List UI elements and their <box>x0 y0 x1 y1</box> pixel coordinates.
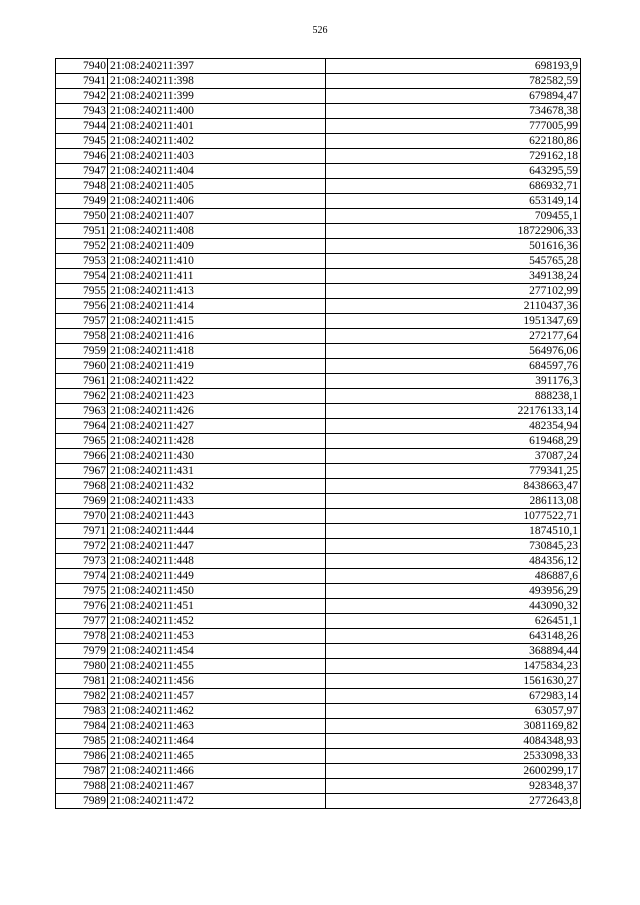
cadastral-code-cell: 21:08:240211:464 <box>108 734 326 749</box>
table-row <box>56 554 581 569</box>
row-number-cell: 7954 <box>56 269 108 284</box>
row-number-cell: 7956 <box>56 299 108 314</box>
table-row <box>56 494 581 509</box>
table-row <box>56 644 581 659</box>
row-number-cell: 7983 <box>56 704 108 719</box>
value-cell: 684597,76 <box>326 359 581 374</box>
value-cell: 22176133,14 <box>326 404 581 419</box>
table-row <box>56 764 581 779</box>
cadastral-code-cell: 21:08:240211:427 <box>108 419 326 434</box>
value-cell: 501616,36 <box>326 239 581 254</box>
row-number-cell: 7961 <box>56 374 108 389</box>
value-cell: 686932,71 <box>326 179 581 194</box>
row-number-cell: 7942 <box>56 89 108 104</box>
cadastral-code-cell: 21:08:240211:415 <box>108 314 326 329</box>
row-number-cell: 7951 <box>56 224 108 239</box>
value-cell: 484356,12 <box>326 554 581 569</box>
row-number-cell: 7982 <box>56 689 108 704</box>
value-cell: 619468,29 <box>326 434 581 449</box>
row-number-cell: 7963 <box>56 404 108 419</box>
value-cell: 8438663,47 <box>326 479 581 494</box>
value-cell: 643295,59 <box>326 164 581 179</box>
cadastral-code-cell: 21:08:240211:397 <box>108 59 326 74</box>
row-number-cell: 7979 <box>56 644 108 659</box>
cadastral-code-cell: 21:08:240211:463 <box>108 719 326 734</box>
value-cell: 443090,32 <box>326 599 581 614</box>
table-row <box>56 419 581 434</box>
value-cell: 349138,24 <box>326 269 581 284</box>
value-cell: 493956,29 <box>326 584 581 599</box>
cadastral-code-cell: 21:08:240211:418 <box>108 344 326 359</box>
table-row <box>56 539 581 554</box>
cadastral-code-cell: 21:08:240211:431 <box>108 464 326 479</box>
table-row <box>56 569 581 584</box>
cadastral-code-cell: 21:08:240211:416 <box>108 329 326 344</box>
row-number-cell: 7947 <box>56 164 108 179</box>
cadastral-code-cell: 21:08:240211:404 <box>108 164 326 179</box>
row-number-cell: 7981 <box>56 674 108 689</box>
value-cell: 888238,1 <box>326 389 581 404</box>
cadastral-code-cell: 21:08:240211:400 <box>108 104 326 119</box>
value-cell: 729162,18 <box>326 149 581 164</box>
cadastral-code-cell: 21:08:240211:453 <box>108 629 326 644</box>
table-row <box>56 614 581 629</box>
row-number-cell: 7972 <box>56 539 108 554</box>
table-row <box>56 149 581 164</box>
row-number-cell: 7941 <box>56 74 108 89</box>
cadastral-code-cell: 21:08:240211:409 <box>108 239 326 254</box>
value-cell: 277102,99 <box>326 284 581 299</box>
row-number-cell: 7949 <box>56 194 108 209</box>
row-number-cell: 7973 <box>56 554 108 569</box>
table-row <box>56 329 581 344</box>
registry-table-body <box>56 59 581 809</box>
cadastral-code-cell: 21:08:240211:430 <box>108 449 326 464</box>
row-number-cell: 7965 <box>56 434 108 449</box>
table-row <box>56 779 581 794</box>
value-cell: 272177,64 <box>326 329 581 344</box>
table-row <box>56 239 581 254</box>
cadastral-code-cell: 21:08:240211:398 <box>108 74 326 89</box>
row-number-cell: 7960 <box>56 359 108 374</box>
value-cell: 679894,47 <box>326 89 581 104</box>
value-cell: 3081169,82 <box>326 719 581 734</box>
value-cell: 698193,9 <box>326 59 581 74</box>
table-row <box>56 284 581 299</box>
table-row <box>56 254 581 269</box>
table-row <box>56 104 581 119</box>
cadastral-code-cell: 21:08:240211:452 <box>108 614 326 629</box>
value-cell: 1561630,27 <box>326 674 581 689</box>
cadastral-code-cell: 21:08:240211:448 <box>108 554 326 569</box>
table-row <box>56 404 581 419</box>
cadastral-code-cell: 21:08:240211:472 <box>108 794 326 809</box>
value-cell: 622180,86 <box>326 134 581 149</box>
table-row <box>56 584 581 599</box>
table-row <box>56 629 581 644</box>
table-row <box>56 674 581 689</box>
cadastral-code-cell: 21:08:240211:447 <box>108 539 326 554</box>
value-cell: 2600299,17 <box>326 764 581 779</box>
page-number: 526 <box>312 25 328 36</box>
row-number-cell: 7958 <box>56 329 108 344</box>
row-number-cell: 7953 <box>56 254 108 269</box>
table-row <box>56 704 581 719</box>
value-cell: 626451,1 <box>326 614 581 629</box>
cadastral-code-cell: 21:08:240211:462 <box>108 704 326 719</box>
cadastral-code-cell: 21:08:240211:402 <box>108 134 326 149</box>
row-number-cell: 7950 <box>56 209 108 224</box>
value-cell: 1951347,69 <box>326 314 581 329</box>
cadastral-code-cell: 21:08:240211:450 <box>108 584 326 599</box>
value-cell: 672983,14 <box>326 689 581 704</box>
cadastral-code-cell: 21:08:240211:455 <box>108 659 326 674</box>
value-cell: 486887,6 <box>326 569 581 584</box>
cadastral-code-cell: 21:08:240211:419 <box>108 359 326 374</box>
table-row <box>56 179 581 194</box>
value-cell: 564976,06 <box>326 344 581 359</box>
row-number-cell: 7969 <box>56 494 108 509</box>
value-cell: 18722906,33 <box>326 224 581 239</box>
table-row <box>56 209 581 224</box>
row-number-cell: 7977 <box>56 614 108 629</box>
row-number-cell: 7989 <box>56 794 108 809</box>
table-row <box>56 59 581 74</box>
row-number-cell: 7940 <box>56 59 108 74</box>
row-number-cell: 7976 <box>56 599 108 614</box>
row-number-cell: 7948 <box>56 179 108 194</box>
cadastral-code-cell: 21:08:240211:456 <box>108 674 326 689</box>
cadastral-code-cell: 21:08:240211:401 <box>108 119 326 134</box>
row-number-cell: 7987 <box>56 764 108 779</box>
table-row <box>56 599 581 614</box>
value-cell: 734678,38 <box>326 104 581 119</box>
value-cell: 37087,24 <box>326 449 581 464</box>
value-cell: 653149,14 <box>326 194 581 209</box>
cadastral-code-cell: 21:08:240211:411 <box>108 269 326 284</box>
row-number-cell: 7978 <box>56 629 108 644</box>
cadastral-code-cell: 21:08:240211:423 <box>108 389 326 404</box>
value-cell: 482354,94 <box>326 419 581 434</box>
table-row <box>56 134 581 149</box>
cadastral-code-cell: 21:08:240211:414 <box>108 299 326 314</box>
row-number-cell: 7971 <box>56 524 108 539</box>
table-row <box>56 509 581 524</box>
value-cell: 709455,1 <box>326 209 581 224</box>
cadastral-code-cell: 21:08:240211:413 <box>108 284 326 299</box>
value-cell: 63057,97 <box>326 704 581 719</box>
table-row <box>56 299 581 314</box>
row-number-cell: 7952 <box>56 239 108 254</box>
table-row <box>56 224 581 239</box>
table-row <box>56 464 581 479</box>
row-number-cell: 7980 <box>56 659 108 674</box>
cadastral-code-cell: 21:08:240211:466 <box>108 764 326 779</box>
cadastral-code-cell: 21:08:240211:403 <box>108 149 326 164</box>
cadastral-code-cell: 21:08:240211:457 <box>108 689 326 704</box>
row-number-cell: 7968 <box>56 479 108 494</box>
cadastral-code-cell: 21:08:240211:407 <box>108 209 326 224</box>
row-number-cell: 7974 <box>56 569 108 584</box>
cadastral-code-cell: 21:08:240211:467 <box>108 779 326 794</box>
cadastral-code-cell: 21:08:240211:443 <box>108 509 326 524</box>
cadastral-code-cell: 21:08:240211:451 <box>108 599 326 614</box>
table-row <box>56 269 581 284</box>
value-cell: 2533098,33 <box>326 749 581 764</box>
row-number-cell: 7967 <box>56 464 108 479</box>
table-row <box>56 359 581 374</box>
row-number-cell: 7964 <box>56 419 108 434</box>
cadastral-code-cell: 21:08:240211:449 <box>108 569 326 584</box>
cadastral-code-cell: 21:08:240211:465 <box>108 749 326 764</box>
row-number-cell: 7986 <box>56 749 108 764</box>
value-cell: 1874510,1 <box>326 524 581 539</box>
table-row <box>56 164 581 179</box>
value-cell: 643148,26 <box>326 629 581 644</box>
value-cell: 1475834,23 <box>326 659 581 674</box>
row-number-cell: 7962 <box>56 389 108 404</box>
table-row <box>56 194 581 209</box>
row-number-cell: 7945 <box>56 134 108 149</box>
row-number-cell: 7943 <box>56 104 108 119</box>
table-row <box>56 314 581 329</box>
value-cell: 391176,3 <box>326 374 581 389</box>
table-row <box>56 89 581 104</box>
table-row <box>56 719 581 734</box>
value-cell: 2772643,8 <box>326 794 581 809</box>
row-number-cell: 7975 <box>56 584 108 599</box>
table-row <box>56 689 581 704</box>
value-cell: 2110437,36 <box>326 299 581 314</box>
row-number-cell: 7985 <box>56 734 108 749</box>
value-cell: 1077522,71 <box>326 509 581 524</box>
cadastral-code-cell: 21:08:240211:454 <box>108 644 326 659</box>
row-number-cell: 7944 <box>56 119 108 134</box>
table-row <box>56 734 581 749</box>
registry-table <box>55 58 581 809</box>
cadastral-code-cell: 21:08:240211:406 <box>108 194 326 209</box>
row-number-cell: 7957 <box>56 314 108 329</box>
value-cell: 779341,25 <box>326 464 581 479</box>
cadastral-code-cell: 21:08:240211:428 <box>108 434 326 449</box>
row-number-cell: 7988 <box>56 779 108 794</box>
value-cell: 368894,44 <box>326 644 581 659</box>
table-row <box>56 659 581 674</box>
row-number-cell: 7946 <box>56 149 108 164</box>
value-cell: 730845,23 <box>326 539 581 554</box>
value-cell: 286113,08 <box>326 494 581 509</box>
row-number-cell: 7959 <box>56 344 108 359</box>
row-number-cell: 7955 <box>56 284 108 299</box>
table-row <box>56 749 581 764</box>
table-row <box>56 389 581 404</box>
table-row <box>56 344 581 359</box>
value-cell: 777005,99 <box>326 119 581 134</box>
table-row <box>56 74 581 89</box>
table-row <box>56 119 581 134</box>
cadastral-code-cell: 21:08:240211:426 <box>108 404 326 419</box>
cadastral-code-cell: 21:08:240211:432 <box>108 479 326 494</box>
table-row <box>56 374 581 389</box>
row-number-cell: 7970 <box>56 509 108 524</box>
value-cell: 4084348,93 <box>326 734 581 749</box>
cadastral-code-cell: 21:08:240211:399 <box>108 89 326 104</box>
table-row <box>56 434 581 449</box>
cadastral-code-cell: 21:08:240211:433 <box>108 494 326 509</box>
cadastral-code-cell: 21:08:240211:408 <box>108 224 326 239</box>
cadastral-code-cell: 21:08:240211:410 <box>108 254 326 269</box>
table-row <box>56 794 581 809</box>
table-row <box>56 524 581 539</box>
row-number-cell: 7984 <box>56 719 108 734</box>
value-cell: 928348,37 <box>326 779 581 794</box>
value-cell: 782582,59 <box>326 74 581 89</box>
row-number-cell: 7966 <box>56 449 108 464</box>
value-cell: 545765,28 <box>326 254 581 269</box>
cadastral-code-cell: 21:08:240211:422 <box>108 374 326 389</box>
table-row <box>56 479 581 494</box>
table-row <box>56 449 581 464</box>
cadastral-code-cell: 21:08:240211:405 <box>108 179 326 194</box>
cadastral-code-cell: 21:08:240211:444 <box>108 524 326 539</box>
